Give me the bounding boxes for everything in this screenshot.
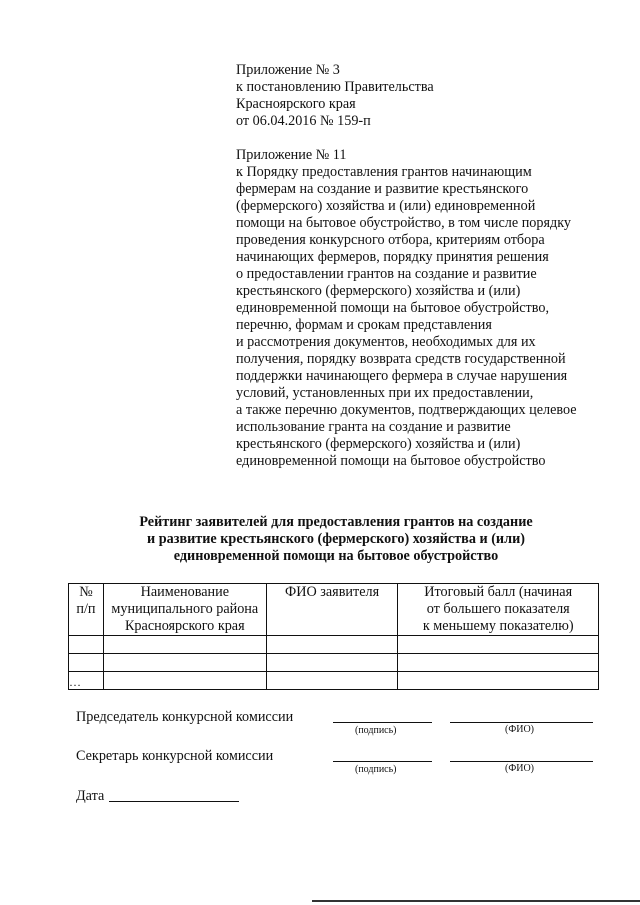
table-row	[69, 654, 599, 672]
header-applicant-line: ФИО заявителя	[285, 584, 380, 600]
table-cell	[266, 654, 398, 672]
table-cell	[266, 636, 398, 654]
annex3-line: к постановлению Правительства	[236, 79, 434, 95]
title-line: Рейтинг заявителей для предоставления грантов на создание	[139, 514, 533, 530]
annex11-line: а также перечню документов, подтверждающих целевое	[236, 402, 577, 418]
secretary-signature-caption: (подпись)	[355, 764, 397, 775]
header-applicant-name	[266, 584, 398, 636]
annex11-line: фермерам на создание и развитие крестьянского	[236, 181, 529, 197]
chairman-fio-line	[450, 722, 593, 723]
table-row	[69, 672, 599, 690]
header-number	[69, 584, 104, 636]
table-row	[69, 636, 599, 654]
header-district-line: муниципального района	[111, 601, 259, 617]
table-cell	[103, 636, 266, 654]
annex3-block	[236, 62, 626, 130]
title-line: единовременной помощи на бытовое обустройство	[173, 548, 499, 564]
document-title	[80, 514, 592, 565]
annex11-line: начинающих фермеров, порядку принятия решения	[236, 249, 549, 265]
chairman-signature-line	[333, 722, 432, 723]
date-label: Дата	[76, 788, 105, 804]
table-cell	[103, 654, 266, 672]
annex11-line: и рассмотрения документов, необходимых для их	[236, 334, 536, 350]
header-district-line: Красноярского края	[124, 618, 245, 634]
chairman-label: Председатель конкурсной комиссии	[76, 709, 294, 725]
header-number-line: п/п	[76, 601, 96, 617]
header-district-line: Наименование	[140, 584, 229, 600]
annex3-line: Приложение № 3	[236, 62, 340, 78]
secretary-label: Секретарь конкурсной комиссии	[76, 748, 274, 764]
chairman-fio-caption: (ФИО)	[505, 724, 535, 735]
annex11-line: крестьянского (фермерского) хозяйства и (или)	[236, 283, 521, 299]
annex-header	[236, 62, 626, 470]
table-cell	[69, 636, 104, 654]
header-score-line: к меньшему показателю)	[422, 618, 574, 634]
annex11-line: к Порядку предоставления грантов начинающим	[236, 164, 532, 180]
table-cell	[398, 654, 599, 672]
annex11-line: (фермерского) хозяйства и (или) единовременной	[236, 198, 536, 214]
table-cell	[266, 672, 398, 690]
bottom-rule	[312, 900, 640, 902]
annex11-line: использование гранта на создание и развитие	[236, 419, 511, 435]
secretary-signature-line	[333, 761, 432, 762]
table-header-row	[69, 584, 599, 636]
title-line: и развитие крестьянского (фермерского) хозяйства и (или)	[147, 531, 525, 547]
table-cell	[398, 672, 599, 690]
annex11-line: Приложение № 11	[236, 147, 347, 163]
table-cell	[398, 636, 599, 654]
table-cell	[103, 672, 266, 690]
annex11-block	[236, 147, 626, 470]
annex11-line: о предоставлении грантов на создание и развитие	[236, 266, 537, 282]
annex11-line: получения, порядку возврата средств государственной	[236, 351, 566, 367]
annex11-line: единовременной помощи на бытовое обустройство	[236, 453, 546, 469]
chairman-signature-caption: (подпись)	[355, 725, 397, 736]
annex11-line: перечню, формам и срокам представления	[236, 317, 492, 333]
rating-table	[68, 583, 599, 690]
annex3-line: от 06.04.2016 № 159-п	[236, 113, 371, 129]
annex11-line: помощи на бытовое обустройство, в том числе порядку	[236, 215, 572, 231]
header-score-line: Итоговый балл (начиная	[424, 584, 573, 600]
table-cell	[69, 654, 104, 672]
annex11-line: поддержки начинающего фермера в случае нарушения	[236, 368, 568, 384]
header-score-line: от большего показателя	[426, 601, 570, 617]
ellipsis-cell: …	[69, 672, 104, 690]
annex11-line: единовременной помощи на бытовое обустройство,	[236, 300, 550, 316]
annex11-line: проведения конкурсного отбора, критериям отбора	[236, 232, 545, 248]
annex3-line: Красноярского края	[236, 96, 356, 112]
date-line	[109, 801, 239, 802]
annex11-line: крестьянского (фермерского) хозяйства и (или)	[236, 436, 521, 452]
secretary-fio-caption: (ФИО)	[505, 763, 535, 774]
header-number-line: №	[79, 584, 93, 600]
header-district-name	[103, 584, 266, 636]
secretary-fio-line	[450, 761, 593, 762]
annex11-line: условий, установленных при их предоставлении,	[236, 385, 534, 401]
header-total-score	[398, 584, 599, 636]
